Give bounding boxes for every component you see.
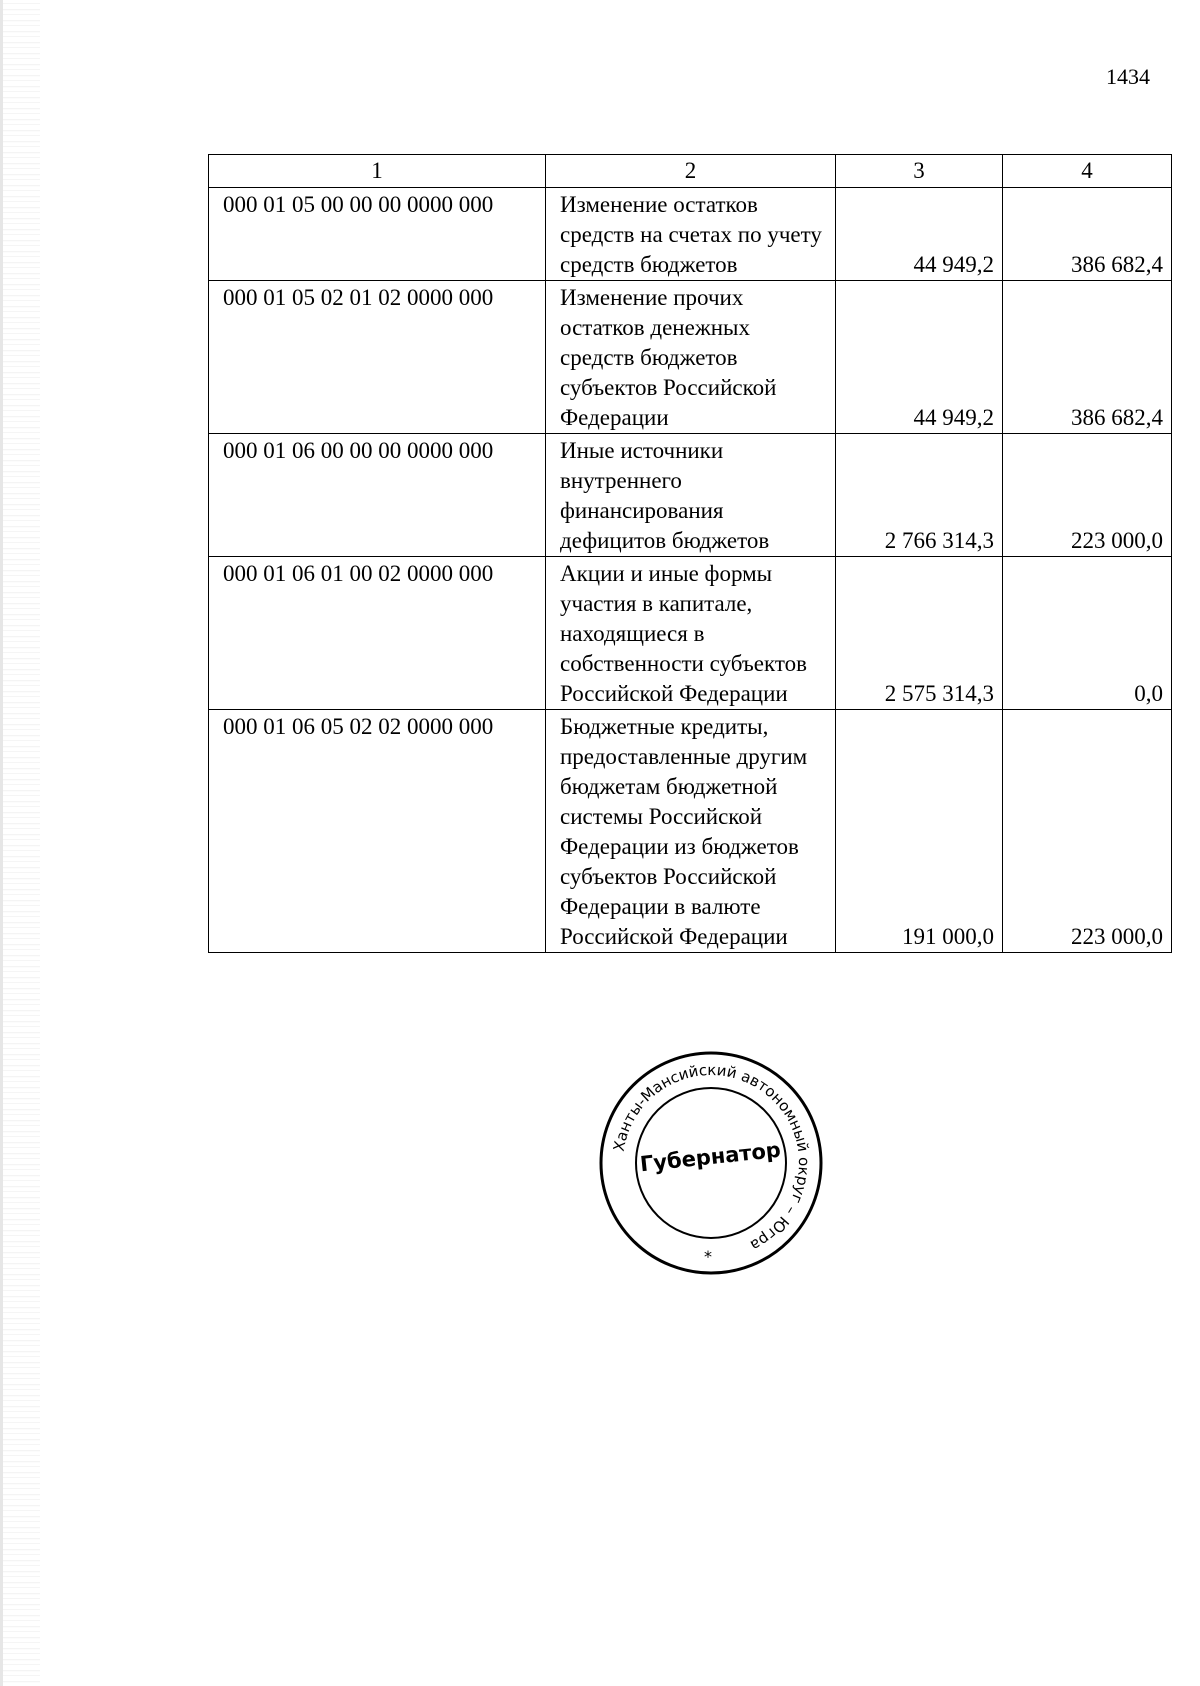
seal-ring-text: Ханты-Мансийский автономный округ – Югра: [609, 1060, 814, 1255]
table-row: [209, 281, 1172, 434]
row-name: Изменение остатков средств на счетах по учету средств бюджетов: [546, 188, 836, 281]
seal-star: *: [704, 1247, 712, 1266]
seal-center-text: Губернатор: [638, 1137, 782, 1177]
header-cell-2: 2: [546, 155, 836, 188]
row-name: Акции и иные формы участия в капитале, находящиеся в собственности субъектов Российской Федерации: [546, 557, 836, 710]
row-value-col3: 2 575 314,3: [836, 557, 1003, 710]
row-value-col4: 386 682,4: [1003, 188, 1172, 281]
governor-seal: [596, 1048, 826, 1278]
row-code: 000 01 06 05 02 02 0000 000: [209, 710, 546, 953]
row-name: Бюджетные кредиты, предоставленные другим бюджетам бюджетной системы Российской Федерации из бюджетов субъектов Российской Федерации в валюте Российской Федерации: [546, 710, 836, 953]
table-header-row: [209, 155, 1172, 188]
row-value-col4: 0,0: [1003, 557, 1172, 710]
row-value-col4: 223 000,0: [1003, 710, 1172, 953]
row-value-col3: 2 766 314,3: [836, 434, 1003, 557]
row-code: 000 01 05 00 00 00 0000 000: [209, 188, 546, 281]
table-row: [209, 710, 1172, 953]
table-row: [209, 188, 1172, 281]
row-value-col3: 44 949,2: [836, 281, 1003, 434]
row-name: Иные источники внутреннего финансирования дефицитов бюджетов: [546, 434, 836, 557]
row-value-col4: 223 000,0: [1003, 434, 1172, 557]
row-value-col4: 386 682,4: [1003, 281, 1172, 434]
header-cell-3: 3: [836, 155, 1003, 188]
row-code: 000 01 06 00 00 00 0000 000: [209, 434, 546, 557]
header-cell-1: 1: [209, 155, 546, 188]
page-number: 1434: [1106, 64, 1150, 89]
header-cell-4: 4: [1003, 155, 1172, 188]
row-name: Изменение прочих остатков денежных средств бюджетов субъектов Российской Федерации: [546, 281, 836, 434]
row-value-col3: 191 000,0: [836, 710, 1003, 953]
row-code: 000 01 06 01 00 02 0000 000: [209, 557, 546, 710]
scan-edge: [0, 0, 40, 1686]
row-value-col3: 44 949,2: [836, 188, 1003, 281]
table-row: [209, 557, 1172, 710]
row-code: 000 01 05 02 01 02 0000 000: [209, 281, 546, 434]
table-row: [209, 434, 1172, 557]
budget-sources-table: [208, 154, 1172, 953]
